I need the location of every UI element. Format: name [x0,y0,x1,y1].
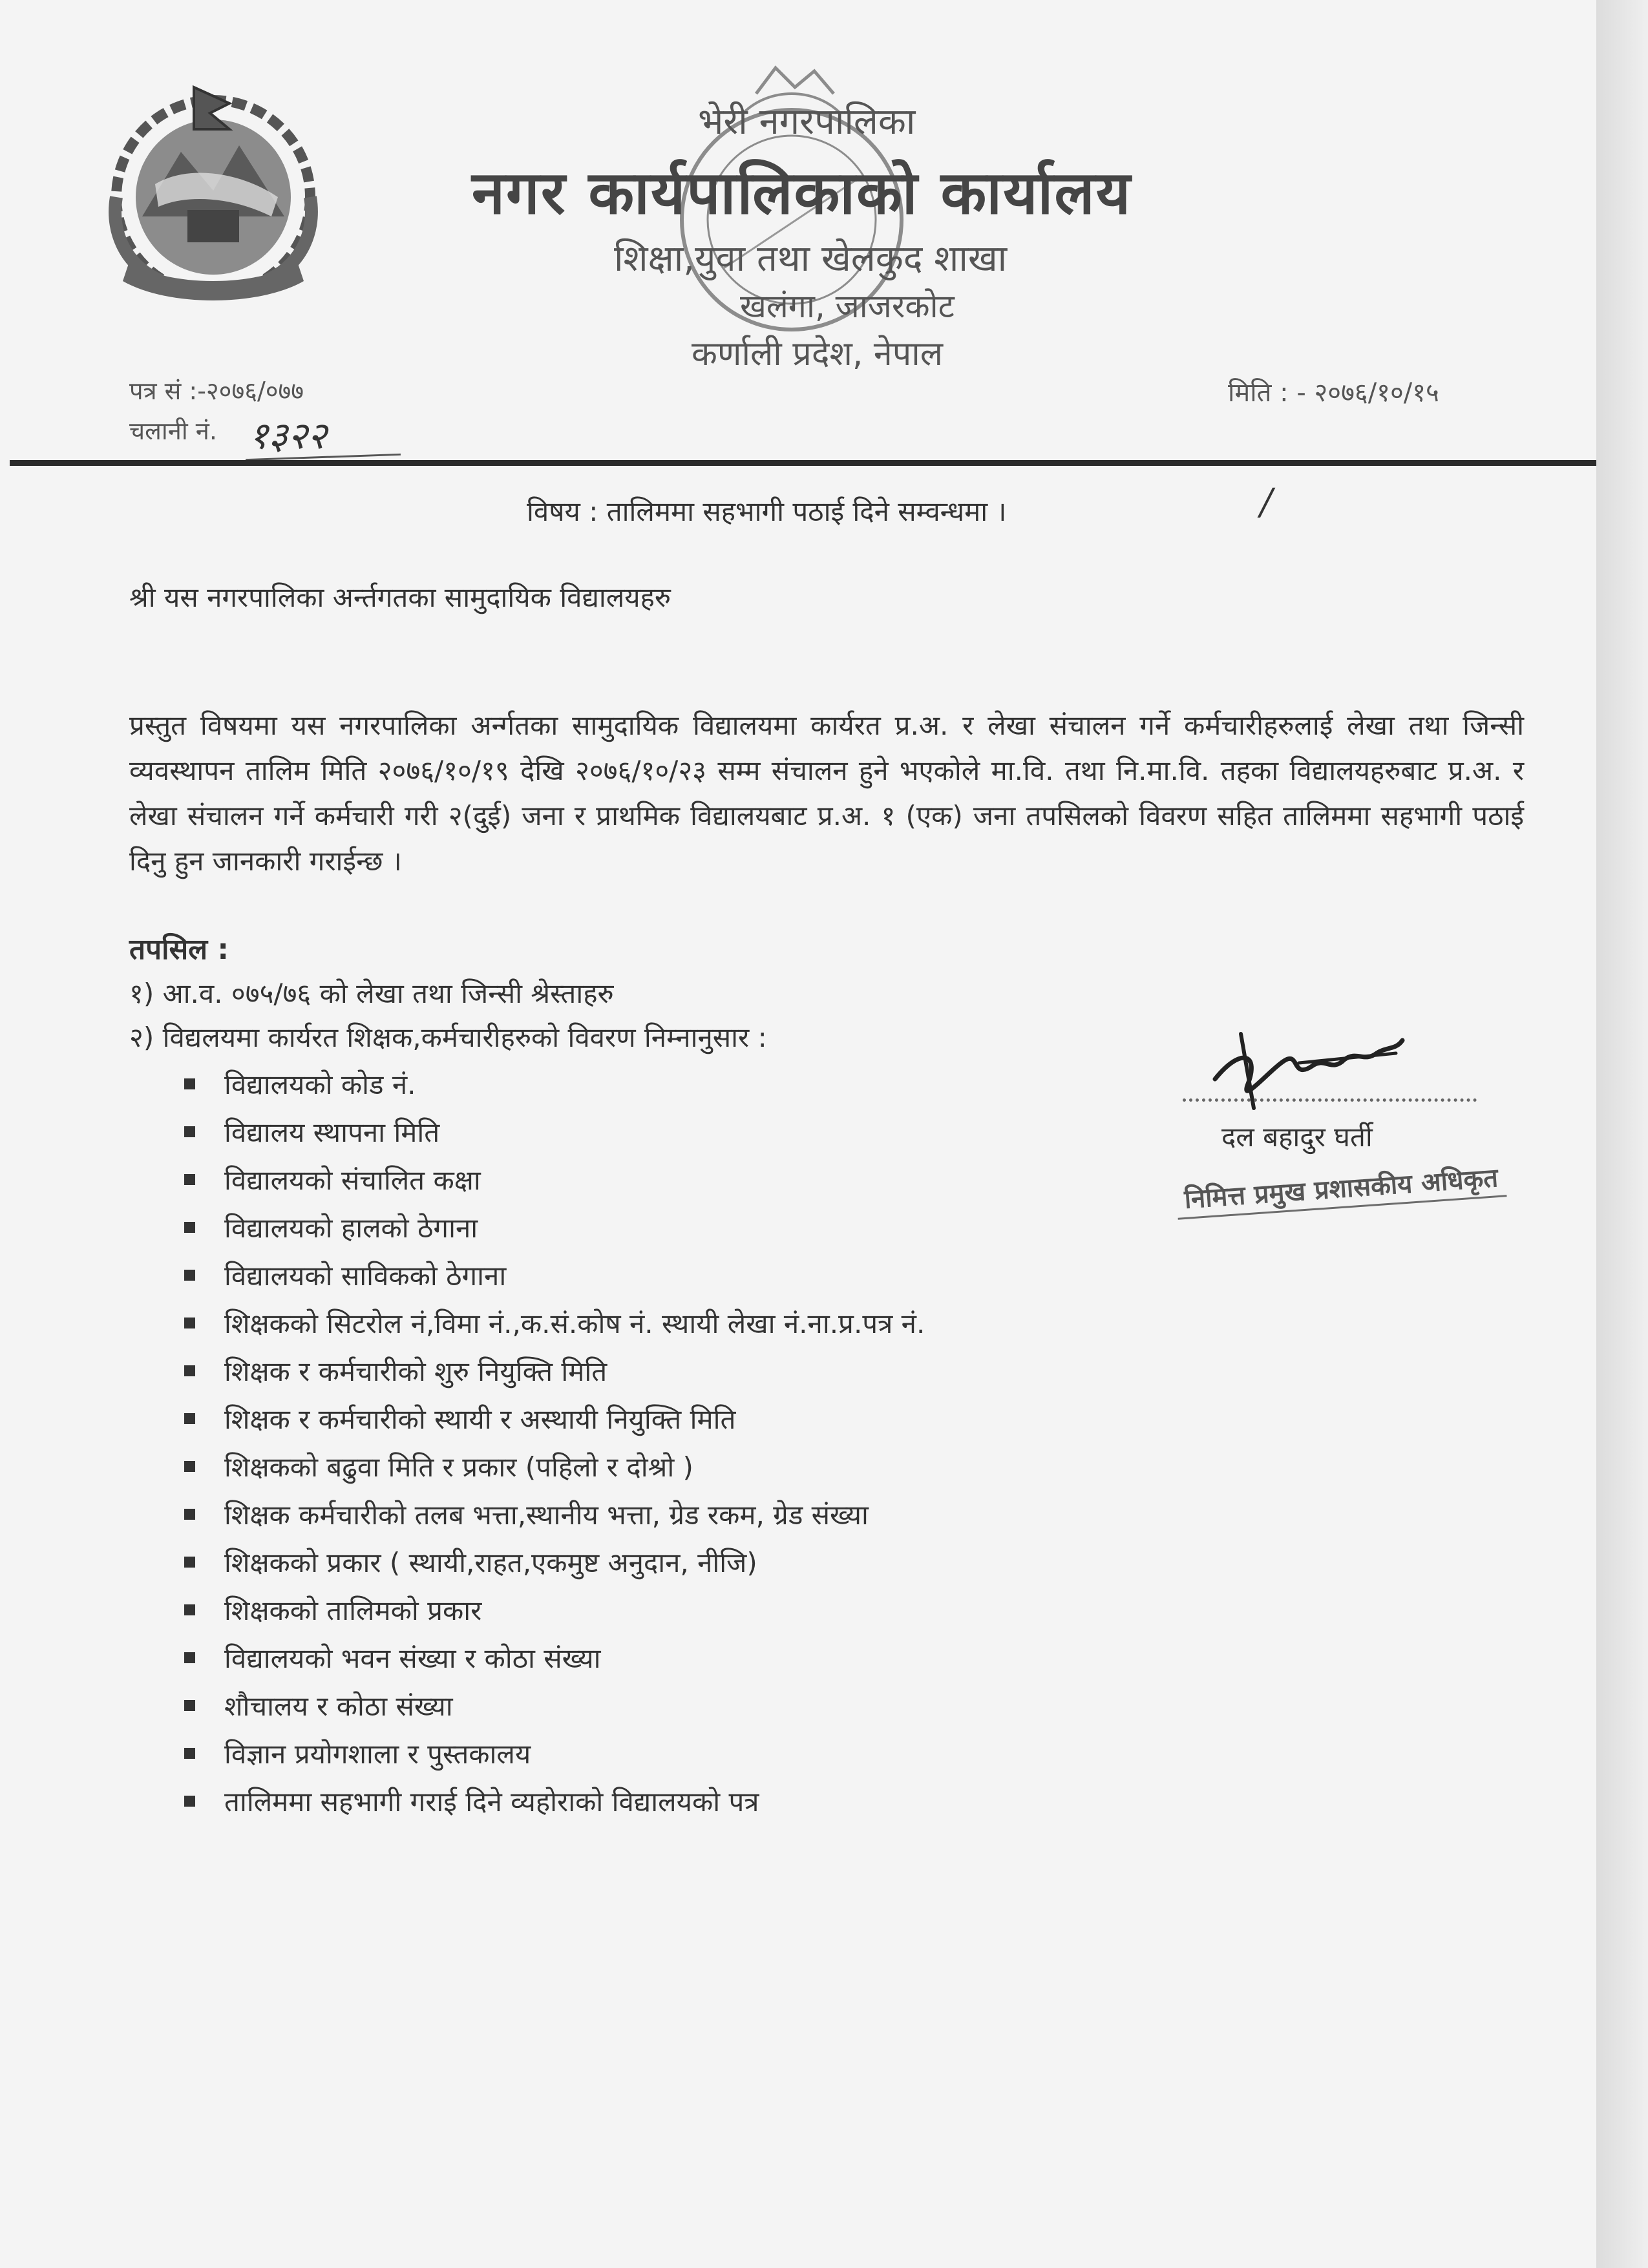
list-item-text: शिक्षकको तालिमको प्रकार [224,1594,482,1626]
list-item-text: विज्ञान प्रयोगशाला र पुस्तकालय [224,1738,531,1770]
square-bullet-icon [184,1365,195,1376]
list-item [174,1633,1273,1681]
list-item-text: विद्यालयको साविकको ठेगाना [224,1259,507,1292]
signature-line [1183,1098,1477,1102]
list-item [174,1586,1273,1633]
body-paragraph: प्रस्तुत विषयमा यस नगरपालिका अर्न्गतका सामुदायिक विद्यालयमा कार्यरत प्र.अ. र लेखा संचालन गर्ने कर्मचारीहरुलाई लेखा तथा जिन्सी व्यवस्थापन तालिम मिति २०७६/१०/१९ देखि २०७६/१०/२३ सम्म संचालन हुने भएकोले मा.वि. तथा नि.मा.वि. तहका विद्यालयहरुबाट प्र.अ. र लेखा संचालन गर्ने कर्मचारी गरी २(दुई) जना र प्राथमिक विद्यालयबाट प्र.अ. १ (एक) जना तपसिलको विवरण सहित तालिममा सहभागी पठाई दिनु हुन जानकारी गराईन्छ । [129,709,1524,877]
square-bullet-icon [184,1222,195,1233]
list-item-text: शौचालय र कोठा संख्या [224,1690,453,1722]
details-heading: तपसिल : [129,933,229,966]
square-bullet-icon [184,1126,195,1137]
list-item-text: शिक्षकको प्रकार ( स्थायी,राहत,एकमुष्ट अनुदान, नीजि) [224,1546,757,1579]
scan-page-edge [1596,0,1648,2268]
list-item-text: शिक्षक र कर्मचारीको स्थायी र अस्थायी नियुक्ति मिति [224,1403,736,1435]
list-item [174,1299,1273,1347]
list-item [174,1490,1273,1538]
municipality-name: भेरी नगरपालिका [698,101,916,143]
square-bullet-icon [184,1748,195,1759]
square-bullet-icon [184,1318,195,1328]
list-item [174,1203,1273,1251]
list-item-text: विद्यालयको भवन संख्या र कोठा संख्या [224,1642,601,1674]
requirements-list [174,1060,1273,1825]
list-item [174,1060,1273,1108]
square-bullet-icon [184,1270,195,1281]
detail-item-one: १) आ.व. ०७५/७६ को लेखा तथा जिन्सी श्रेस्ताहरु [129,978,614,1009]
nepal-emblem-icon [90,68,336,313]
list-item [174,1394,1273,1442]
list-item [174,1155,1273,1203]
square-bullet-icon [184,1652,195,1663]
letter-number: पत्र सं :-२०७६/०७७ [129,377,304,405]
list-item-text: विद्यालयको संचालित कक्षा [224,1164,481,1196]
office-address: खलंगा, जाजरकोट [740,288,955,325]
square-bullet-icon [184,1796,195,1807]
handwritten-tick-mark: / [1260,481,1273,523]
list-item [174,1681,1273,1729]
list-item-text: विद्यालयको हालको ठेगाना [224,1212,478,1244]
signatory-name: दल बहादुर घर्ती [1221,1121,1373,1153]
signatory-title-stamp: निमित्त प्रमुख प्रशासकीय अधिकृत [1175,1157,1506,1219]
list-item [174,1538,1273,1586]
subject-line: विषय : तालिममा सहभागी पठाई दिने सम्वन्धमा । [527,496,1007,527]
list-item-text: शिक्षकको सिटरोल नं,विमा नं.,क.सं.कोष नं. स्थायी लेखा नं.ना.प्र.पत्र नं. [224,1307,925,1339]
dispatch-label: चलानी नं. [129,417,217,445]
list-item-text: शिक्षक र कर्मचारीको शुरु नियुक्ति मिति [224,1355,607,1387]
list-item-text: तालिममा सहभागी गराई दिने व्यहोराको विद्यालयको पत्र [224,1785,759,1818]
list-item [174,1777,1273,1825]
square-bullet-icon [184,1461,195,1472]
letter-date: मिति : - २०७६/१०/१५ [1228,378,1439,408]
list-item [174,1729,1273,1777]
list-item [174,1251,1273,1299]
list-item [174,1347,1273,1394]
office-title: नगर कार्यपालिकाको कार्यालय [472,158,1132,227]
list-item [174,1442,1273,1490]
header-divider [10,460,1596,466]
square-bullet-icon [184,1557,195,1568]
square-bullet-icon [184,1174,195,1185]
list-item [174,1108,1273,1155]
list-item-text: विद्यालय स्थापना मिति [224,1116,440,1148]
branch-name: शिक्षा,युवा तथा खेलकुद शाखा [614,238,1008,280]
square-bullet-icon [184,1700,195,1711]
square-bullet-icon [184,1604,195,1615]
square-bullet-icon [184,1078,195,1089]
addressee: श्री यस नगरपालिका अर्न्तगतका सामुदायिक विद्यालयहरु [129,582,671,613]
office-province: कर्णाली प्रदेश, नेपाल [692,335,943,373]
square-bullet-icon [184,1413,195,1424]
dispatch-number-handwritten: १३२२ [249,414,327,457]
list-item-text: शिक्षक कर्मचारीको तलब भत्ता,स्थानीय भत्ता, ग्रेड रकम, ग्रेड संख्या [224,1498,869,1531]
list-item-text: विद्यालयको कोड नं. [224,1068,416,1100]
detail-item-two: २) विद्यलयमा कार्यरत शिक्षक,कर्मचारीहरुको विवरण निम्नानुसार : [129,1022,767,1053]
square-bullet-icon [184,1509,195,1520]
list-item-text: शिक्षकको बढुवा मिति र प्रकार (पहिलो र दोश्रो ) [224,1451,693,1483]
